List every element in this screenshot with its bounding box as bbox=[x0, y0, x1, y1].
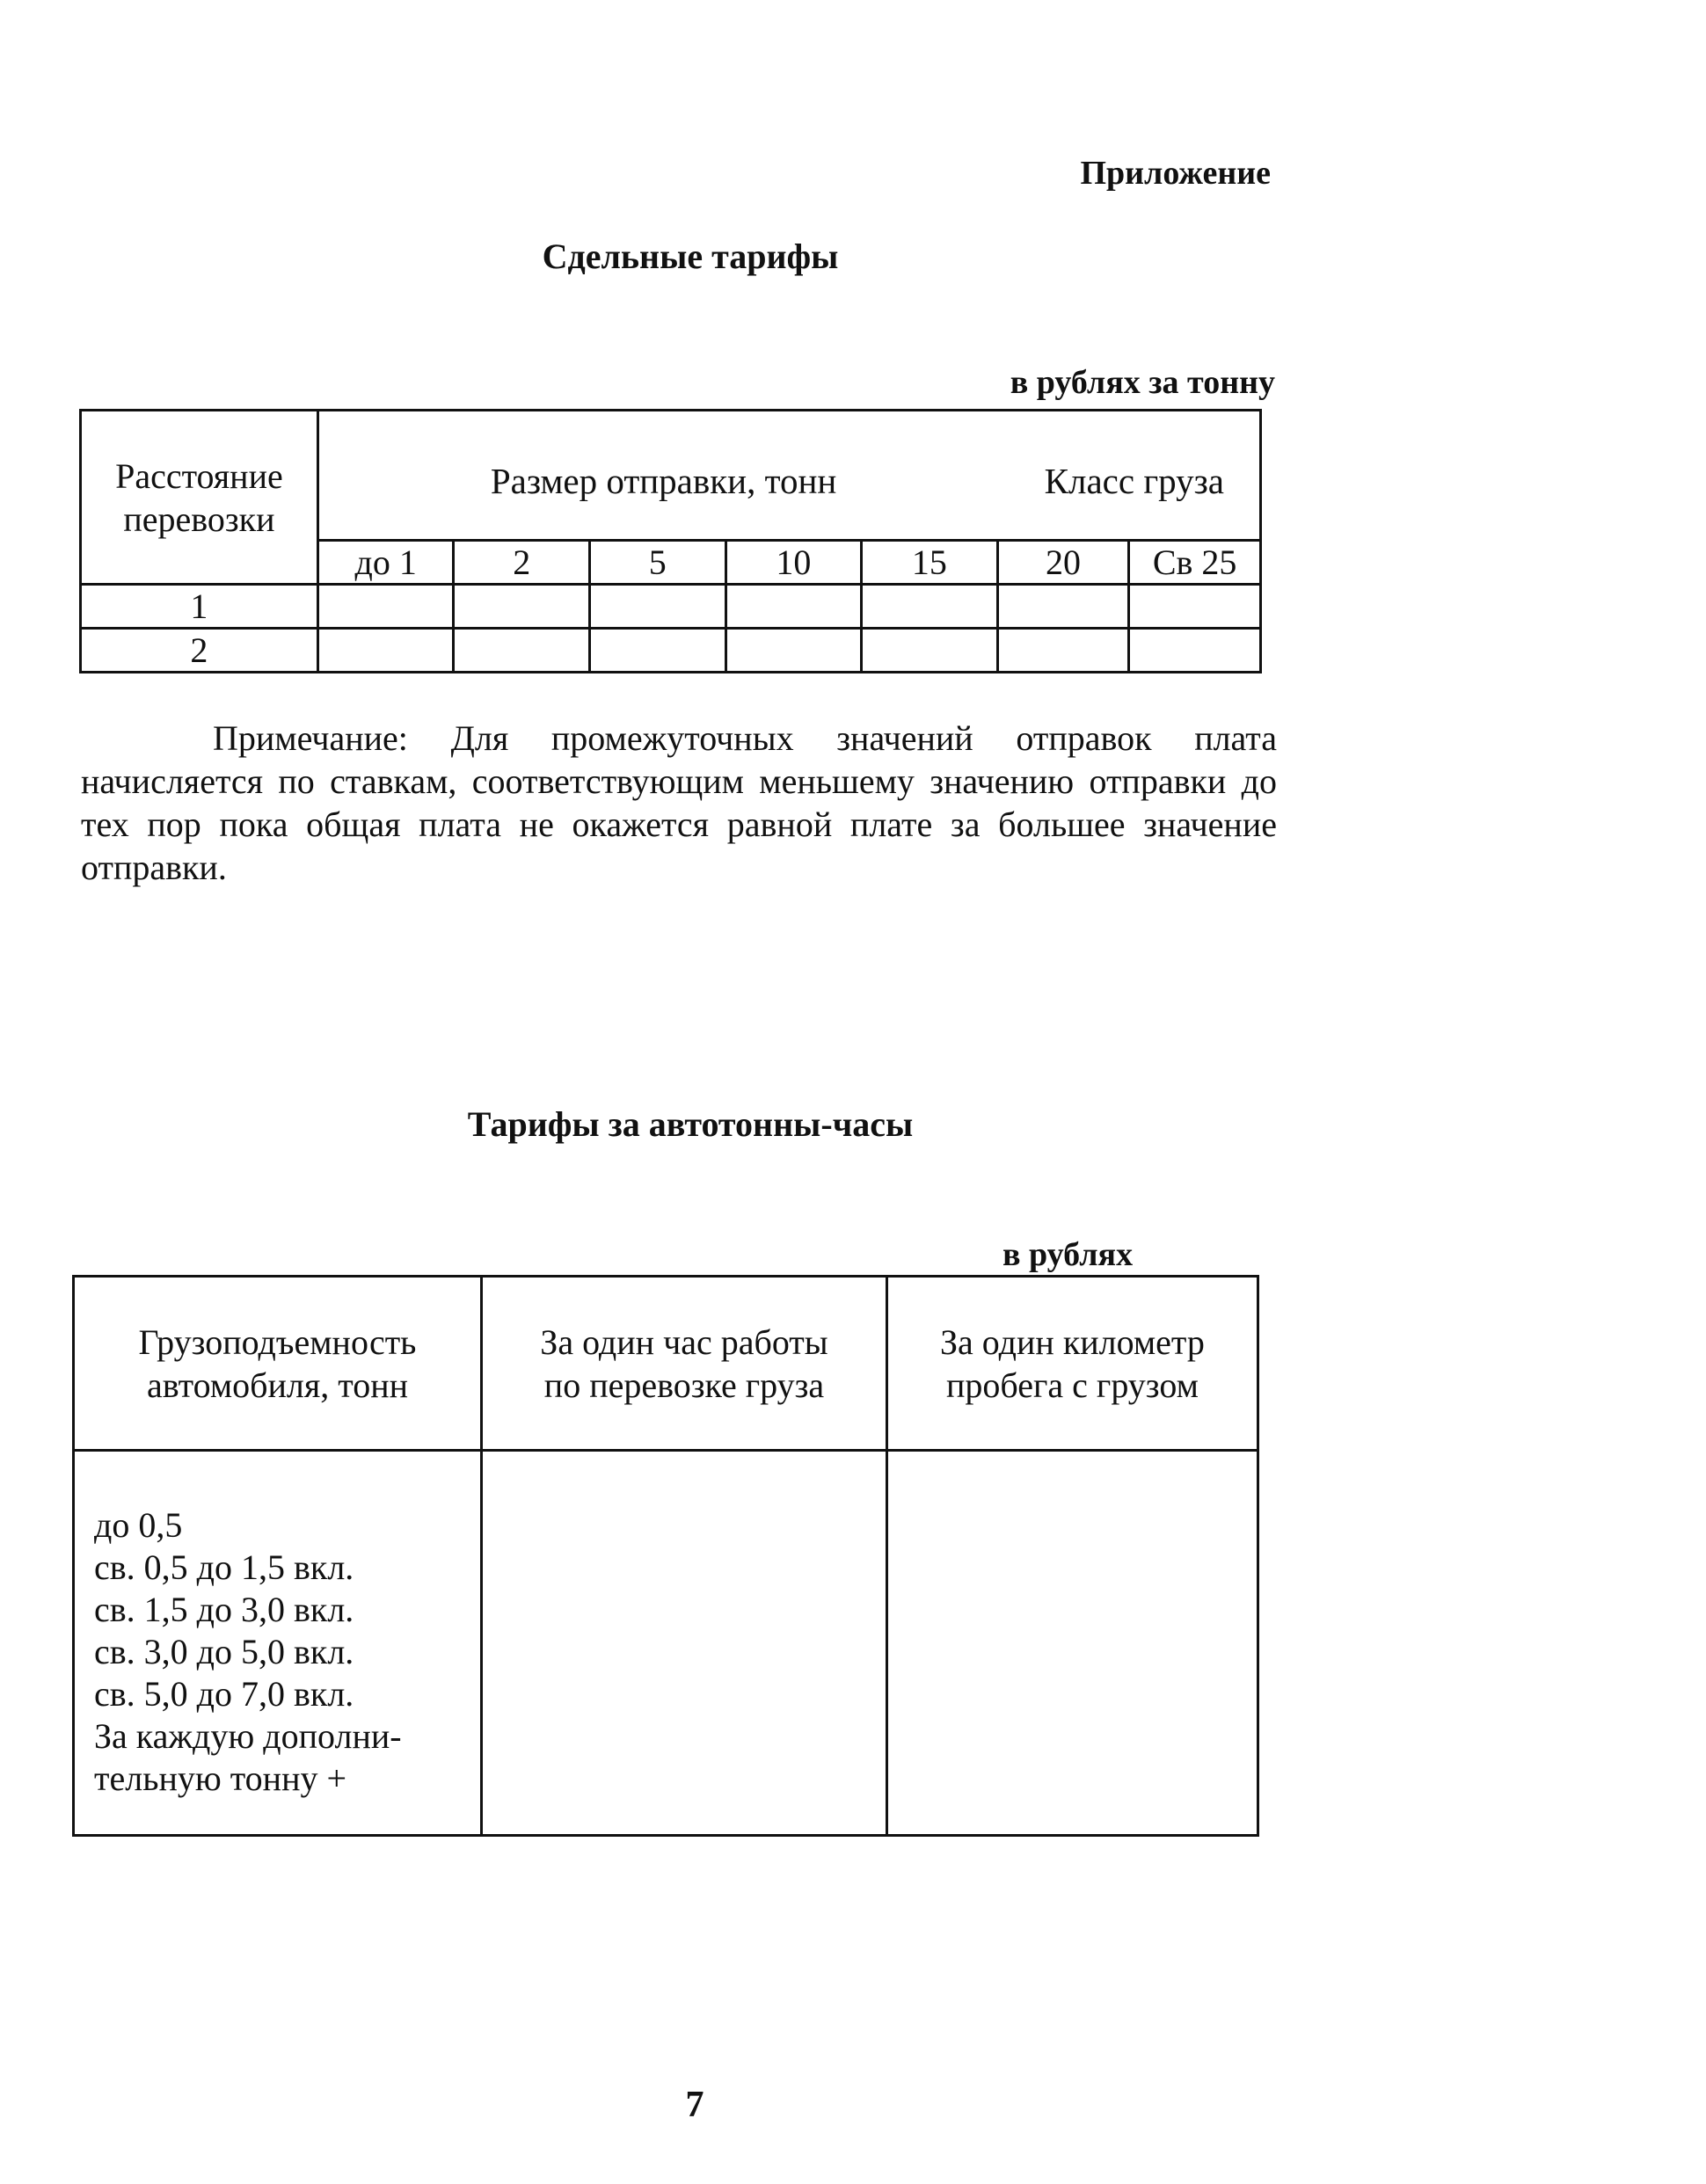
appendix-label: Приложение bbox=[1080, 155, 1271, 192]
capacity-row: св. 1,5 до 3,0 вкл. bbox=[94, 1590, 354, 1629]
capacity-row: до 0,5 bbox=[94, 1505, 183, 1545]
capacity-header-text: Грузоподъемность автомобиля, тонн bbox=[138, 1321, 417, 1405]
piece-rates-table bbox=[79, 409, 1262, 673]
hour-header bbox=[482, 1277, 887, 1451]
size-col-header: 15 bbox=[862, 541, 998, 585]
page-number: 7 bbox=[685, 2085, 704, 2125]
table-row bbox=[81, 585, 1261, 629]
table-row bbox=[81, 629, 1261, 673]
rate-cell bbox=[454, 629, 590, 673]
rate-cell bbox=[454, 585, 590, 629]
size-header: Размер отправки, тонн bbox=[490, 461, 837, 501]
note-paragraph bbox=[81, 717, 1277, 889]
capacity-row: св. 0,5 до 1,5 вкл. bbox=[94, 1547, 354, 1587]
rate-cell bbox=[1129, 629, 1261, 673]
hourly-rates-unit: в рублях bbox=[1002, 1236, 1134, 1273]
class-header: Класс груза bbox=[1044, 461, 1224, 501]
piece-rates-unit: в рублях за тонну bbox=[1010, 364, 1275, 401]
rate-cell bbox=[997, 585, 1129, 629]
hourly-rates-title: Тарифы за автотонны-часы bbox=[467, 1104, 914, 1144]
distance-header: Расстояние перевозки bbox=[115, 455, 283, 539]
km-header bbox=[886, 1277, 1258, 1451]
capacity-row: тельную тонну + bbox=[94, 1758, 347, 1798]
capacity-list-cell bbox=[74, 1451, 482, 1836]
km-rate-cell bbox=[886, 1451, 1258, 1836]
rate-cell bbox=[862, 629, 998, 673]
hour-rate-cell bbox=[482, 1451, 887, 1836]
rate-cell bbox=[725, 629, 862, 673]
rate-cell bbox=[589, 585, 725, 629]
table-row bbox=[74, 1451, 1258, 1836]
rate-cell bbox=[1129, 585, 1261, 629]
rate-cell bbox=[589, 629, 725, 673]
size-col-header: 2 bbox=[454, 541, 590, 585]
km-header-text: За один километр пробега с грузом bbox=[940, 1321, 1205, 1405]
size-col-header: 5 bbox=[589, 541, 725, 585]
size-col-header: 20 bbox=[997, 541, 1129, 585]
capacity-row: св. 3,0 до 5,0 вкл. bbox=[94, 1632, 354, 1671]
size-col-header: Св 25 bbox=[1129, 541, 1261, 585]
distance-header-cell bbox=[81, 411, 318, 585]
rate-cell bbox=[317, 629, 454, 673]
rate-cell bbox=[862, 585, 998, 629]
rate-cell bbox=[997, 629, 1129, 673]
rate-cell bbox=[725, 585, 862, 629]
size-class-header-cell bbox=[317, 411, 1260, 541]
note-text: Примечание: Для промежуточных значений отправок плата начисляется по ставкам, соответствующим меньшему значению отправки до тех пор пока общая плата не окажется равной плате за большее значение отправки. bbox=[81, 718, 1277, 887]
capacity-header bbox=[74, 1277, 482, 1451]
rate-cell bbox=[317, 585, 454, 629]
distance-cell: 2 bbox=[81, 629, 318, 673]
hour-header-text: За один час работы по перевозке груза bbox=[540, 1321, 828, 1405]
capacity-row: За каждую дополни- bbox=[94, 1716, 402, 1756]
size-col-header: 10 bbox=[725, 541, 862, 585]
distance-cell: 1 bbox=[81, 585, 318, 629]
size-col-header: до 1 bbox=[317, 541, 454, 585]
hourly-rates-table bbox=[72, 1275, 1259, 1837]
piece-rates-title: Сдельные тарифы bbox=[542, 237, 839, 276]
capacity-row: св. 5,0 до 7,0 вкл. bbox=[94, 1674, 354, 1714]
